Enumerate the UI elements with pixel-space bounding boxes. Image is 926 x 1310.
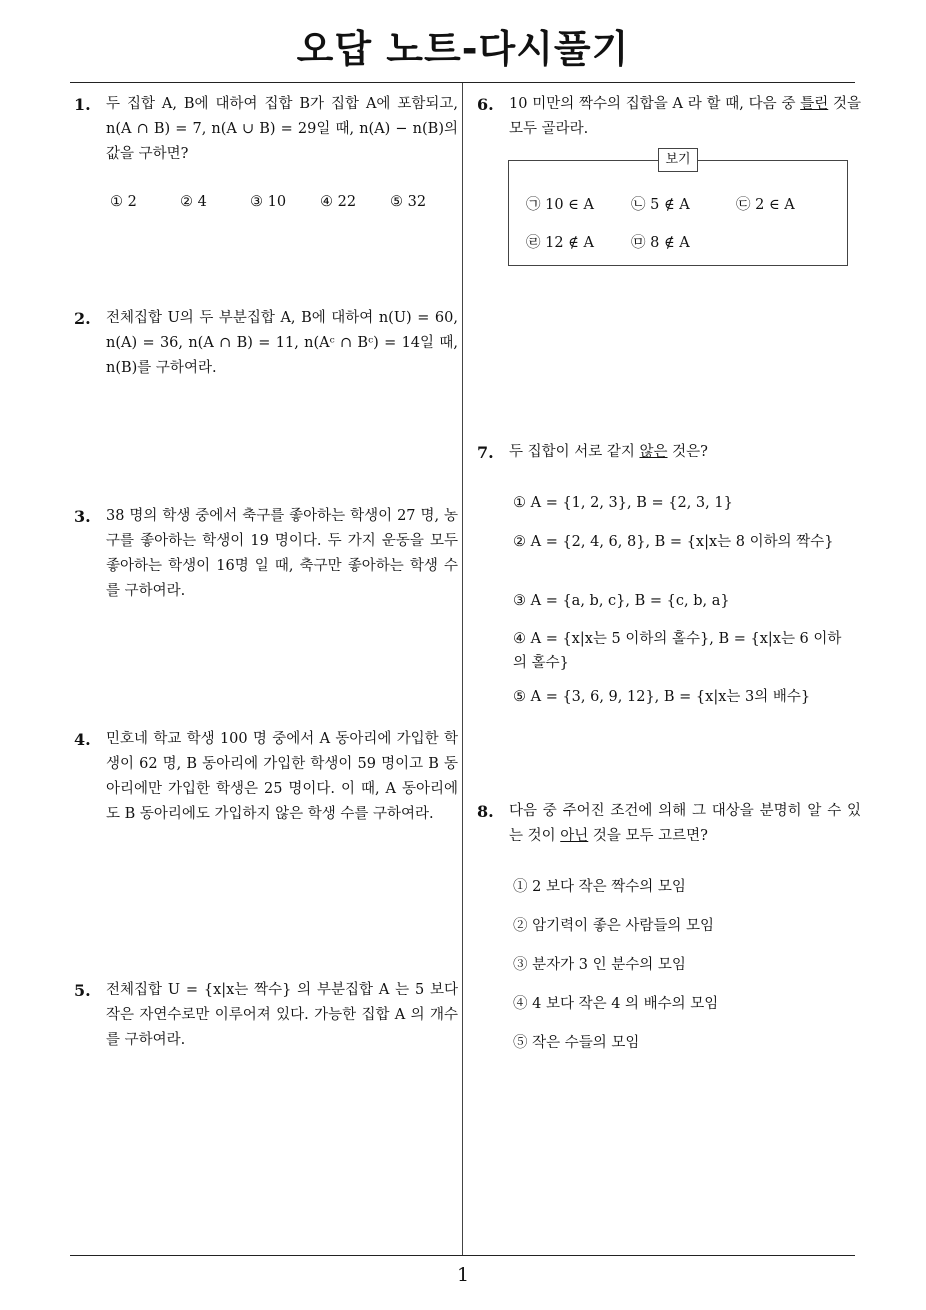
question-text-part: 것을 모두 고르면? xyxy=(588,828,708,844)
choice-5: ⑤ 32 xyxy=(390,194,427,210)
question-number: 1. xyxy=(74,95,91,114)
choice-4: ④ 22 xyxy=(320,194,357,210)
box-item-1: ㉠ 10 ∈ A xyxy=(526,197,594,213)
choice-2: ② 4 xyxy=(180,194,207,210)
choice-1: ① A = {1, 2, 3}, B = {2, 3, 1} xyxy=(513,495,733,511)
bottom-rule xyxy=(70,1255,855,1256)
choice-4: ④ A = {x|x는 5 이하의 홀수}, B = {x|x는 6 이하의 홀수} xyxy=(513,631,842,671)
box-item-3: ㉢ 2 ∈ A xyxy=(736,197,795,213)
question-number: 3. xyxy=(74,507,91,526)
choice-3: ③ 분자가 3 인 분수의 모임 xyxy=(513,957,686,973)
question-number: 6. xyxy=(477,95,494,114)
choice-5: ⑤ 작은 수들의 모임 xyxy=(513,1035,640,1051)
example-box-label: 보기 xyxy=(658,148,698,172)
box-item-2: ㉡ 5 ∉ A xyxy=(631,197,690,213)
box-item-5: ㉤ 8 ∉ A xyxy=(631,235,690,251)
choice-2: ② A = {2, 4, 6, 8}, B = {x|x는 8 이하의 짝수} xyxy=(513,534,834,550)
question-text xyxy=(509,799,861,849)
choice-2: ② 암기력이 좋은 사람들의 모임 xyxy=(513,918,715,934)
question-text xyxy=(509,440,861,465)
column-divider xyxy=(462,83,463,1255)
question-text: 전체집합 U의 두 부분집합 A, B에 대하여 n(U) = 60, n(A) = 36, n(A ∩ B) = 11, n(Aᶜ ∩ Bᶜ) = 14일 때, n(B)를 구하여라. xyxy=(106,310,458,376)
question-text: 38 명의 학생 중에서 축구를 좋아하는 학생이 27 명, 농구를 좋아하는 학생이 19 명이다. 두 가지 운동을 모두 좋아하는 학생이 16명 일 때, 축구만 좋아하는 학생 수를 구하여라. xyxy=(106,508,458,599)
choice-4: ④ 4 보다 작은 4 의 배수의 모임 xyxy=(513,996,719,1012)
question-number: 8. xyxy=(477,802,494,821)
question-number: 7. xyxy=(477,443,494,462)
page-number: 1 xyxy=(456,1264,470,1286)
page-title: 오답 노트-다시풀기 xyxy=(296,27,630,71)
underlined-keyword: 아닌 xyxy=(560,828,589,844)
question-text: 민호네 학교 학생 100 명 중에서 A 동아리에 가입한 학생이 62 명, B 동아리에 가입한 학생이 59 명이고 B 동아리에만 가입한 학생은 25 명이다. 이 때, A 동아리에도 B 동아리에도 가입하지 않은 학생 수를 구하여라. xyxy=(106,731,458,822)
question-number: 2. xyxy=(74,309,91,328)
question-text-part: 것은? xyxy=(667,444,708,460)
question-text-part: 두 집합이 서로 같지 xyxy=(509,444,640,460)
question-number: 5. xyxy=(74,981,91,1000)
choice-3: ③ 10 xyxy=(250,194,287,210)
question-text-part: 다음 중 주어진 조건에 의해 그 대상을 분명히 알 수 있는 것이 xyxy=(509,803,861,844)
question-number: 4. xyxy=(74,730,91,749)
underlined-keyword: 않은 xyxy=(639,444,668,460)
choice-1: ① 2 xyxy=(110,194,137,210)
question-text xyxy=(509,92,861,142)
choice-3: ③ A = {a, b, c}, B = {c, b, a} xyxy=(513,593,730,609)
underlined-keyword: 틀린 xyxy=(800,96,829,112)
question-text-part: 것을 모두 골라라. xyxy=(509,96,862,137)
question-text: 전체집합 U = {x|x는 짝수} 의 부분집합 A 는 5 보다 작은 자연수로만 이루어져 있다. 가능한 집합 A 의 개수를 구하여라. xyxy=(106,982,458,1048)
question-text: 두 집합 A, B에 대하여 집합 B가 집합 A에 포함되고, n(A ∩ B) = 7, n(A ∪ B) = 29일 때, n(A) − n(B)의 값을 구하면? xyxy=(106,96,458,162)
box-item-4: ㉣ 12 ∉ A xyxy=(526,235,594,251)
choice-5: ⑤ A = {3, 6, 9, 12}, B = {x|x는 3의 배수} xyxy=(513,689,811,705)
choice-1: ① 2 보다 작은 짝수의 모임 xyxy=(513,879,686,895)
question-text-part: 10 미만의 짝수의 집합을 A 라 할 때, 다음 중 xyxy=(509,96,801,112)
